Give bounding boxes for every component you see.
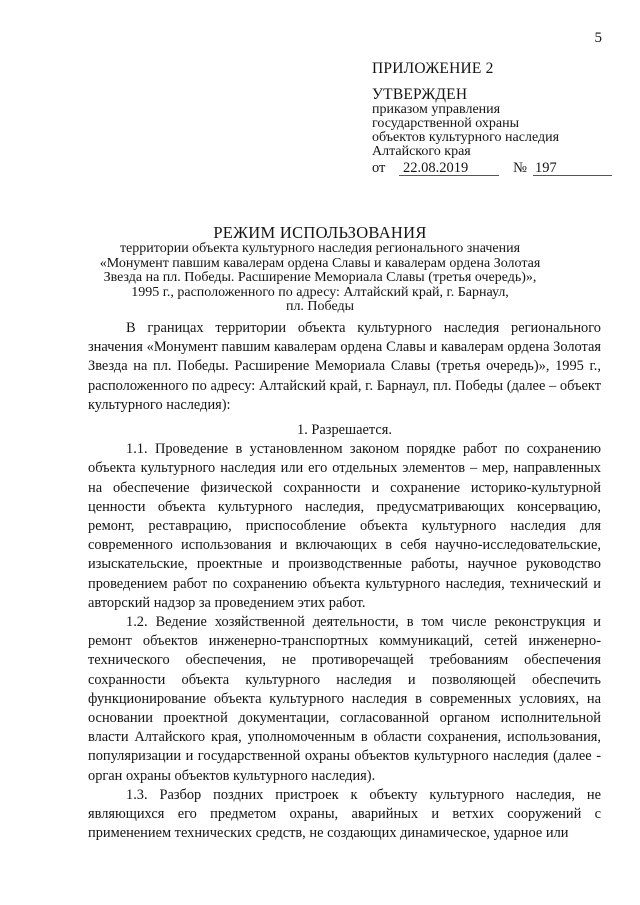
order-number: 197 [533, 161, 612, 176]
subtitle-line: пл. Победы [285, 299, 355, 315]
page-number: 5 [594, 30, 602, 46]
item-paragraph: 1.1. Проведение в установленном законом порядке работ по сохранению объекта культурного наследия или его отдельных элементов – мер, направленных на обеспечение физической сохранности и сохранение историко-культурной ценности объекта культурного наследия, предусматривающих консервацию, ремонт, реставрацию, приспособление объекта культурного наследия для современного использования и включающих в себя научно-исследовательские, изыскательские, проектные и производственные работы, научное руководство проведением работ по сохранению объекта культурного наследия, технический и авторский надзор за проведением этих работ. [88, 441, 601, 611]
title-block [80, 224, 560, 315]
item-paragraph: 1.2. Ведение хозяйственной деятельности, в том числе реконструкция и ремонт объектов инженерно-транспортных коммуникаций, сетей инженерно-технического обеспечения, не противоречащей требованиям обеспечения сохранности объекта культурного наследия и позволяющей обеспечить функционирование объекта культурного наследия в современных условиях, на основании проектной документации, согласованной органом исполнительной власти Алтайского края, уполномоченным в области сохранения, использования, популяризации и государственной охраны объектов культурного наследия (далее - орган охраны объектов культурного наследия). [88, 614, 601, 784]
document-title: РЕЖИМ ИСПОЛЬЗОВАНИЯ [213, 223, 427, 242]
date-label: от [372, 160, 386, 176]
subtitle-line: Звезда на пл. Победы. Расширение Мемориала Славы (третья очередь)», [103, 270, 537, 286]
section-heading: 1. Разрешается. [297, 422, 392, 439]
intro-paragraph: В границах территории объекта культурного наследия регионального значения «Монумент павшим кавалерам ордена Славы и кавалерам ордена Золотая Звезда на пл. Победы. Расширение Мемориала Славы (третья очередь)», 1995 г., расположенного по адресу: Алтайский край, г. Барнаул, пл. Победы (далее – объект культурного наследия): [88, 320, 601, 413]
order-line: Алтайского края [372, 144, 471, 159]
subtitle-line: «Монумент павшим кавалерам ордена Славы и кавалерам ордена Золотая [99, 255, 541, 271]
appendix-label: ПРИЛОЖЕНИЕ 2 [372, 60, 494, 77]
document-body [88, 319, 601, 843]
item-paragraph: 1.3. Разбор поздних пристроек к объекту культурного наследия, не являющихся его предметом охраны, аварийных и ветхих сооружений с применением технических средств, не создающих динамическое, ударное или [88, 786, 601, 842]
order-date: 22.08.2019 [399, 161, 499, 176]
number-label: № [513, 160, 527, 176]
order-line: приказом управления [372, 102, 501, 117]
approved-label: УТВЕРЖДЕН [372, 86, 468, 103]
order-line: объектов культурного наследия [372, 130, 560, 145]
approval-block [372, 60, 612, 176]
order-line: государственной охраны [372, 116, 520, 131]
order-date-row [372, 161, 612, 176]
subtitle-line: территории объекта культурного наследия регионального значения [119, 241, 521, 256]
subtitle-line: 1995 г., расположенного по адресу: Алтайский край, г. Барнаул, [131, 284, 509, 300]
